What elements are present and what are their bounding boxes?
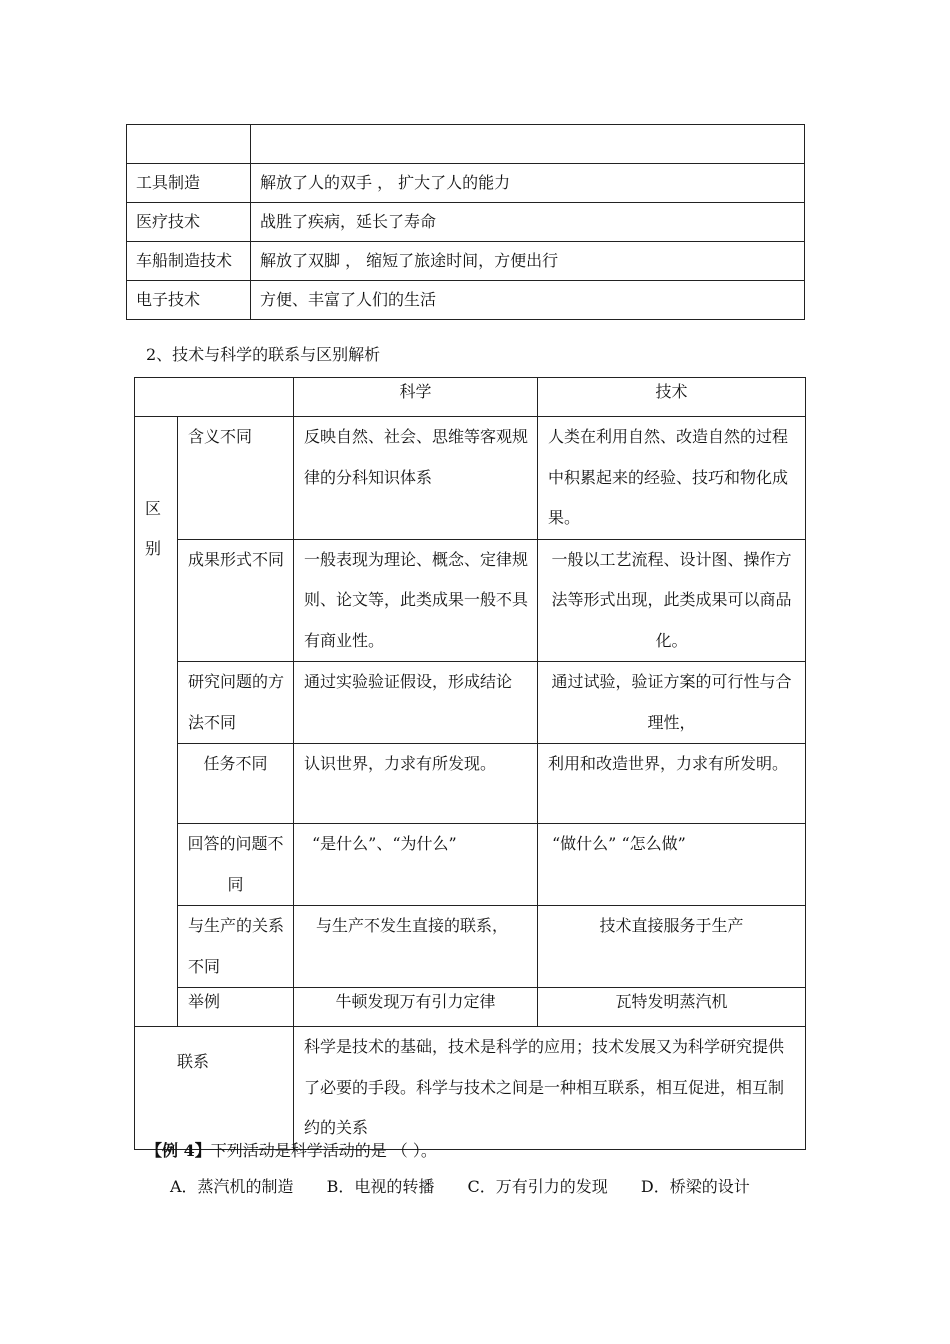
- table-row: [135, 824, 806, 906]
- science-cell: “是什么”、“为什么”: [294, 824, 538, 906]
- technology-effects-table: [126, 124, 805, 320]
- example-question: [146, 1138, 437, 1161]
- tech-cell: 通过试验，验证方案的可行性与合理性，: [538, 662, 806, 744]
- table-row: [135, 988, 806, 1027]
- column-header-science: 科学: [294, 378, 538, 417]
- science-cell: 一般表现为理论、概念、定律规则、论文等，此类成果一般不具有商业性。: [294, 539, 538, 662]
- science-cell: 与生产不发生直接的联系，: [294, 906, 538, 988]
- table-row: [135, 662, 806, 744]
- table-header-row: [135, 378, 806, 417]
- table-cell: 车船制造技术: [127, 241, 251, 280]
- table-row: [127, 280, 805, 319]
- table-cell: [135, 378, 294, 417]
- table-row: [127, 241, 805, 280]
- table-row: [127, 125, 805, 164]
- aspect-cell: 含义不同: [178, 417, 294, 540]
- science-cell: 牛顿发现万有引力定律: [294, 988, 538, 1027]
- aspect-cell: 研究问题的方法不同: [178, 662, 294, 744]
- table-row: [135, 906, 806, 988]
- science-cell: 通过实验验证假设，形成结论: [294, 662, 538, 744]
- table-row: [127, 202, 805, 241]
- tech-cell: 一般以工艺流程、设计图、操作方法等形式出现，此类成果可以商品化。: [538, 539, 806, 662]
- tech-cell: “做什么” “怎么做”: [538, 824, 806, 906]
- group-label-char: 别: [145, 539, 162, 558]
- aspect-cell: 与生产的关系不同: [178, 906, 294, 988]
- example-question-text: 下列活动是科学活动的是 （ ）。: [210, 1141, 437, 1160]
- table-cell: 医疗技术: [127, 202, 251, 241]
- table-row: [135, 539, 806, 662]
- aspect-cell: 回答的问题不同: [178, 824, 294, 906]
- option-c: C．万有引力的发现: [467, 1177, 608, 1196]
- group-label-difference: [135, 417, 178, 1027]
- table-cell: 方便、丰富了人们的生活: [251, 280, 805, 319]
- tech-cell: 瓦特发明蒸汽机: [538, 988, 806, 1027]
- aspect-cell: 任务不同: [178, 744, 294, 824]
- table-row: [135, 744, 806, 824]
- example-tag: 【例 4】: [146, 1141, 211, 1160]
- aspect-cell: 举例: [178, 988, 294, 1027]
- table-cell: 工具制造: [127, 163, 251, 202]
- tech-cell: 利用和改造世界，力求有所发明。: [538, 744, 806, 824]
- science-cell: 反映自然、社会、思维等客观规律的分科知识体系: [294, 417, 538, 540]
- table-cell: 解放了双脚 ， 缩短了旅途时间，方便出行: [251, 241, 805, 280]
- table-cell: 解放了人的双手 ， 扩大了人的能力: [251, 163, 805, 202]
- tech-cell: 人类在利用自然、改造自然的过程中积累起来的经验、技巧和物化成果。: [538, 417, 806, 540]
- column-header-tech: 技术: [538, 378, 806, 417]
- aspect-cell: 成果形式不同: [178, 539, 294, 662]
- section-title: 2、技术与科学的联系与区别解析: [146, 345, 381, 364]
- option-a: A．蒸汽机的制造: [170, 1177, 294, 1196]
- option-b: B．电视的转播: [326, 1177, 435, 1196]
- table-row: [135, 1027, 806, 1150]
- group-label-char: 区: [145, 499, 162, 518]
- science-cell: 认识世界，力求有所发现。: [294, 744, 538, 824]
- science-technology-table: [134, 377, 806, 1150]
- table-cell: [127, 125, 251, 164]
- table-row: [127, 163, 805, 202]
- table-row: [135, 417, 806, 540]
- tech-cell: 技术直接服务于生产: [538, 906, 806, 988]
- option-d: D．桥梁的设计: [640, 1177, 750, 1196]
- table-cell: 电子技术: [127, 280, 251, 319]
- table-cell: [251, 125, 805, 164]
- answer-options: [170, 1174, 778, 1197]
- link-label: 联系: [135, 1027, 294, 1150]
- link-text: 科学是技术的基础，技术是科学的应用；技术发展又为科学研究提供了必要的手段。科学与技术之间是一种相互联系，相互促进，相互制约的关系: [294, 1027, 806, 1150]
- table-cell: 战胜了疾病，延长了寿命: [251, 202, 805, 241]
